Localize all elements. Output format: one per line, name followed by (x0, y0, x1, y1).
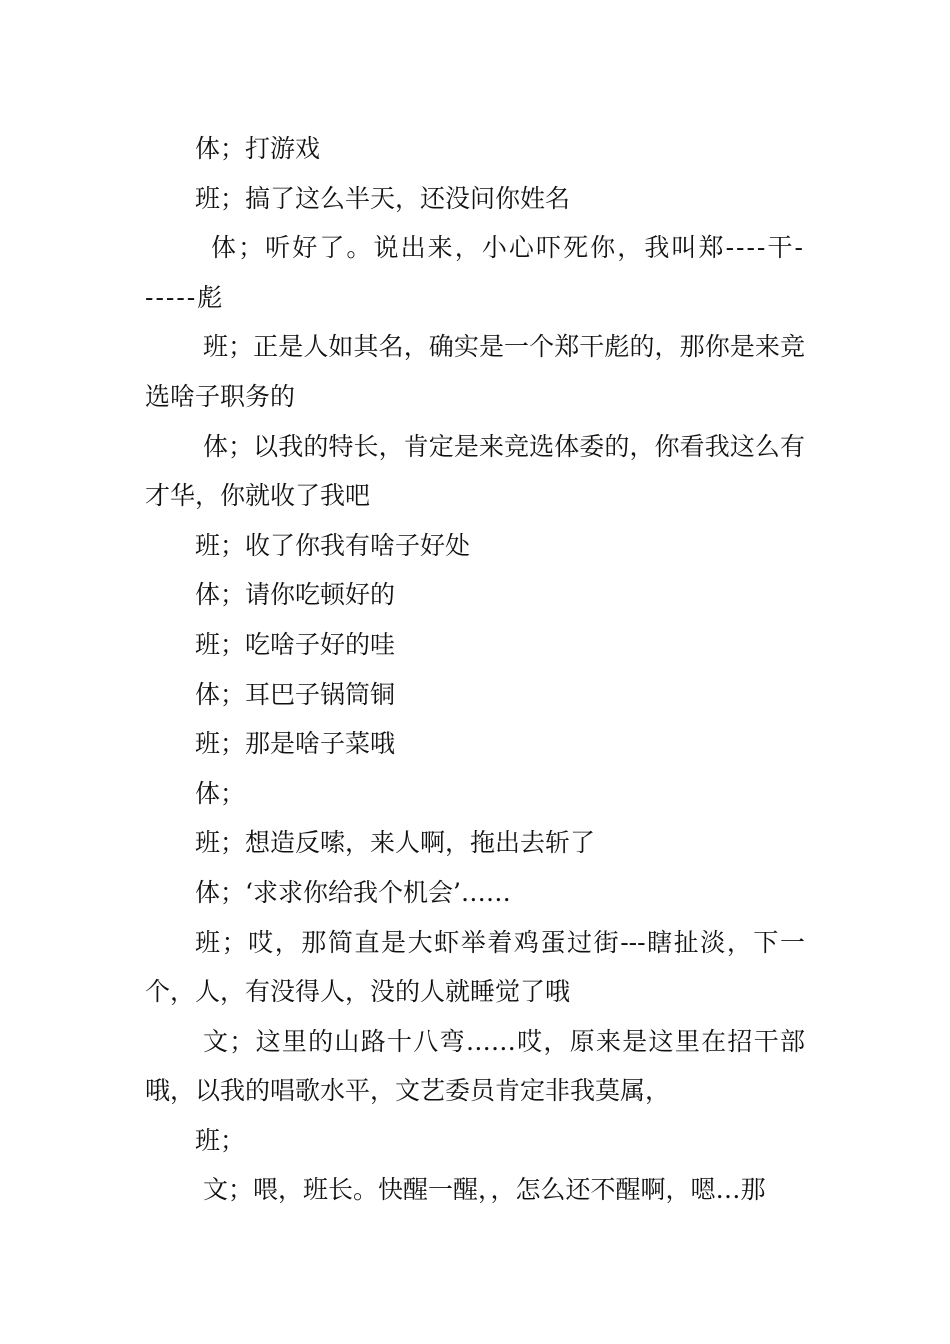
dialogue-line: 班；想造反嗦，来人啊，拖出去斩了 (195, 828, 596, 858)
dialogue-line: 体；请你吃顿好的 (195, 580, 396, 610)
dialogue-line: 体； (195, 778, 246, 808)
dialogue-line: 体；听好了。说出来，小心吓死你，我叫郑----干------彪 (145, 233, 805, 312)
dialogue-line: 班； (195, 1125, 246, 1155)
dialogue-line: 班；搞了这么半天，还没问你姓名 (195, 183, 571, 213)
dialogue-line: 体；打游戏 (195, 134, 321, 163)
dialogue-line: 体；‘求求你给我个机会’…… (195, 877, 511, 907)
dialogue-line: 班；那是啥子菜哦 (195, 729, 396, 759)
dialogue-line: 班；哎，那简直是大虾举着鸡蛋过街---瞎扯淡，下一个，人，有没得人，没的人就睡觉了哦 (145, 927, 805, 1007)
dialogue-line: 班；正是人如其名，确实是一个郑干彪的，那你是来竞选啥子职务的 (145, 332, 805, 411)
dialogue-line: 体；以我的特长，肯定是来竞选体委的，你看我这么有才华，你就收了我吧 (145, 431, 805, 511)
dialogue-line: 班；收了你我有啥子好处 (195, 530, 471, 560)
dialogue-line: 文；这里的山路十八弯……哎，原来是这里在招干部哦，以我的唱歌水平，文艺委员肯定非我莫属， (145, 1026, 805, 1106)
dialogue-line: 班；吃啥子好的哇 (195, 629, 396, 659)
dialogue-line: 体；耳巴子锅筒铜 (195, 679, 396, 709)
document-body (145, 124, 805, 1215)
dialogue-line: 文；喂，班长。快醒一醒，，怎么还不醒啊，嗯…那 (203, 1175, 766, 1205)
